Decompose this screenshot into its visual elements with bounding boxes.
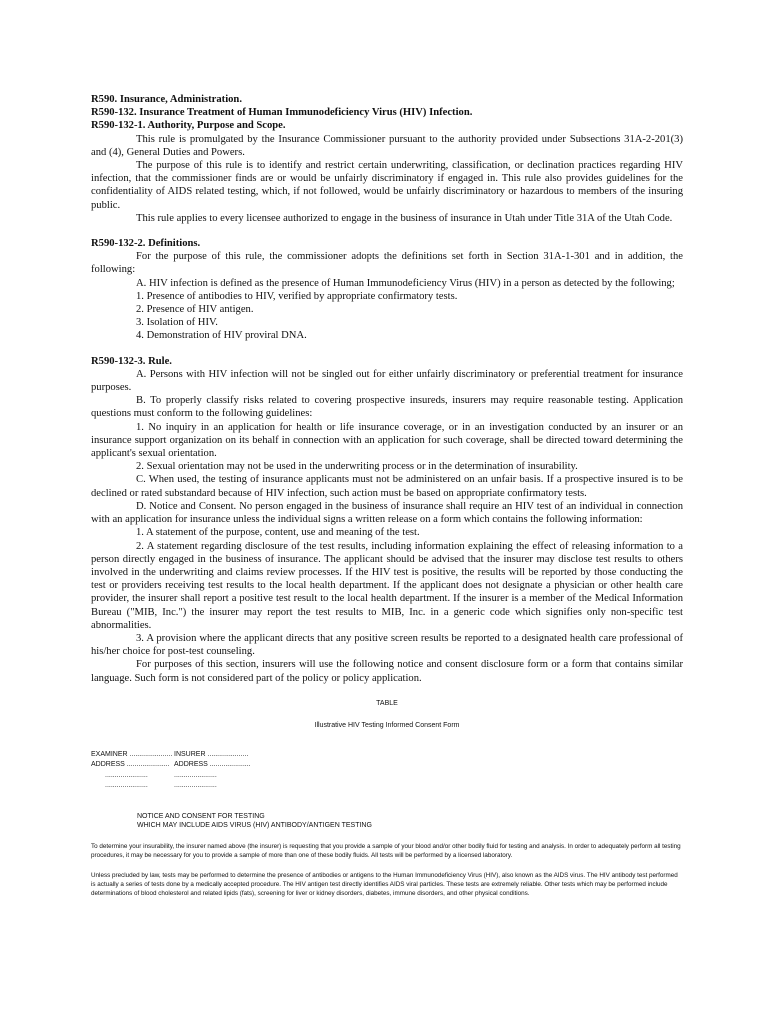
paragraph: 1. A statement of the purpose, content, use and meaning of the test. [136,527,420,539]
consent-form-header [91,750,683,792]
paragraph: 2. Sexual orientation may not be used in the underwriting process or in the determination of insurability. [136,461,578,473]
paragraph: A. Persons with HIV infection will not be singled out for either unfairly discriminatory or preferential treatment for insurance purposes. [91,368,683,394]
list-item: 1. Presence of antibodies to HIV, verified by appropriate confirmatory tests. [136,290,458,302]
paragraph: B. To properly classify risks related to covering prospective insureds, insurers may require reasonable testing. Application questions must conform to the following guidelines: [91,395,683,420]
list-item: A. HIV infection is defined as the presence of Human Immunodeficiency Virus (HIV) in a person as detected by the following; [136,277,675,289]
list-item: 3. Isolation of HIV. [136,317,218,329]
heading-definitions: R590-132-2. Definitions. [91,238,201,250]
examiner-field: EXAMINER ...................... [91,750,173,758]
paragraph: 3. A provision where the applicant directs that any positive screen results be reported to a designated health care professional of his/her choice for post-test counseling. [91,632,683,658]
table-caption: Illustrative HIV Testing Informed Consent Form [314,721,460,729]
heading-rule: R590-132-3. Rule. [91,355,172,367]
document-page [91,93,683,898]
list-item: 4. Demonstration of HIV proviral DNA. [136,330,307,342]
address-line: ...................... [105,771,148,779]
examiner-address-field: ADDRESS ...................... [91,761,170,769]
paragraph: 1. No inquiry in an application for health or life insurance coverage, or in an investigation conducted by an insurer or an insurance support organization on its behalf in connection with an application for such coverage, shall be directed toward determining the applicant's sexual orientation. [91,421,683,460]
paragraph: The purpose of this rule is to identify and restrict certain underwriting, classification, or declination practices regarding HIV infection, that the commissioner finds are or would be unfairly discriminatory if engaged in. This rule also provides guidelines for the confidentiality of AIDS related testing, which, if not followed, would be unfairly discriminatory or hazardous to members of the insuring public. [91,160,683,211]
paragraph: 2. A statement regarding disclosure of the test results, including information explaining the effect of releasing information to a person directly engaged in the business of insurance. The applicant should be advised that the insurer may disclose test results to others involved in the underwriting and claims review processes. If the HIV test is positive, the results will be reported by those conducting the test or providers receiving test results to the local health department. If the applicant does not designate a physician or other health care provider, the insurer shall report a positive test result to the local health department. If the insurer is a member of the Medical Information Bureau ("MIB, Inc.") the insurer may report the test results to MIB, Inc. in a generic code which signifies only non-specific test abnormalities. [91,540,683,631]
consent-paragraph: Unless precluded by law, tests may be performed to determine the presence of antibodies or antigens to the Human Immunodeficiency Virus (HIV), also known as the AIDS virus. The HIV antibody test performed is actually a series of tests done by a medically accepted procedure. The HIV antigen test directly identifies AIDS viral particles. These tests are extremely reliable. Other tests which may be performed include determinations of blood cholesterol and related lipids (fats), screening for liver or kidney disorders, diabetes, immune disorders, and other physical conditions. [91,871,678,897]
list-item: 2. Presence of HIV antigen. [136,304,254,316]
paragraph: D. Notice and Consent. No person engaged in the business of insurance shall require an HIV test of an individual in connection with an application for insurance unless the individual signs a written release on a form which contains the following information: [91,500,683,526]
heading-r590: R590. Insurance, Administration. [91,94,242,105]
address-line: ...................... [105,782,148,790]
notice-line-2: WHICH MAY INCLUDE AIDS VIRUS (HIV) ANTIBODY/ANTIGEN TESTING [137,822,372,830]
notice-title [91,812,683,831]
paragraph: C. When used, the testing of insurance applicants must not be administered on an unfair basis. If a prospective insured is to be declined or rated substandard because of HIV infection, such action must be based on appropriate confirmatory tests. [91,474,683,499]
notice-line-1: NOTICE AND CONSENT FOR TESTING [137,812,265,820]
paragraph: This rule applies to every licensee authorized to engage in the business of insurance in Utah under Title 31A of the Utah Code. [136,212,673,224]
paragraph: This rule is promulgated by the Insurance Commissioner pursuant to the authority provided under Subsections 31A-2-201(3) and (4), General Duties and Powers. [91,133,683,158]
paragraph: For purposes of this section, insurers will use the following notice and consent disclosure form or a form that contains similar language. Such form is not considered part of the policy or policy application. [91,659,683,684]
consent-paragraph: To determine your insurability, the insurer named above (the insurer) is requesting that you provide a sample of your blood and/or other bodily fluid for testing and analysis. In order to adequately perform all testing procedures, it may be necessary for you to provide a sample of more than one of these bodily fluids. All tests will be performed by a licensed laboratory. [91,842,681,859]
address-line: ...................... [174,771,217,779]
table-label: TABLE [376,699,398,707]
heading-r590-132-1: R590-132-1. Authority, Purpose and Scope. [91,120,286,132]
heading-r590-132: R590-132. Insurance Treatment of Human Immunodeficiency Virus (HIV) Infection. [91,107,473,119]
insurer-address-field: ADDRESS ..................... [174,761,251,769]
address-line: ...................... [174,782,217,790]
insurer-field: INSURER ..................... [174,750,249,758]
paragraph: For the purpose of this rule, the commissioner adopts the definitions set forth in Section 31A-1-301 and in addition, the following: [91,251,683,276]
